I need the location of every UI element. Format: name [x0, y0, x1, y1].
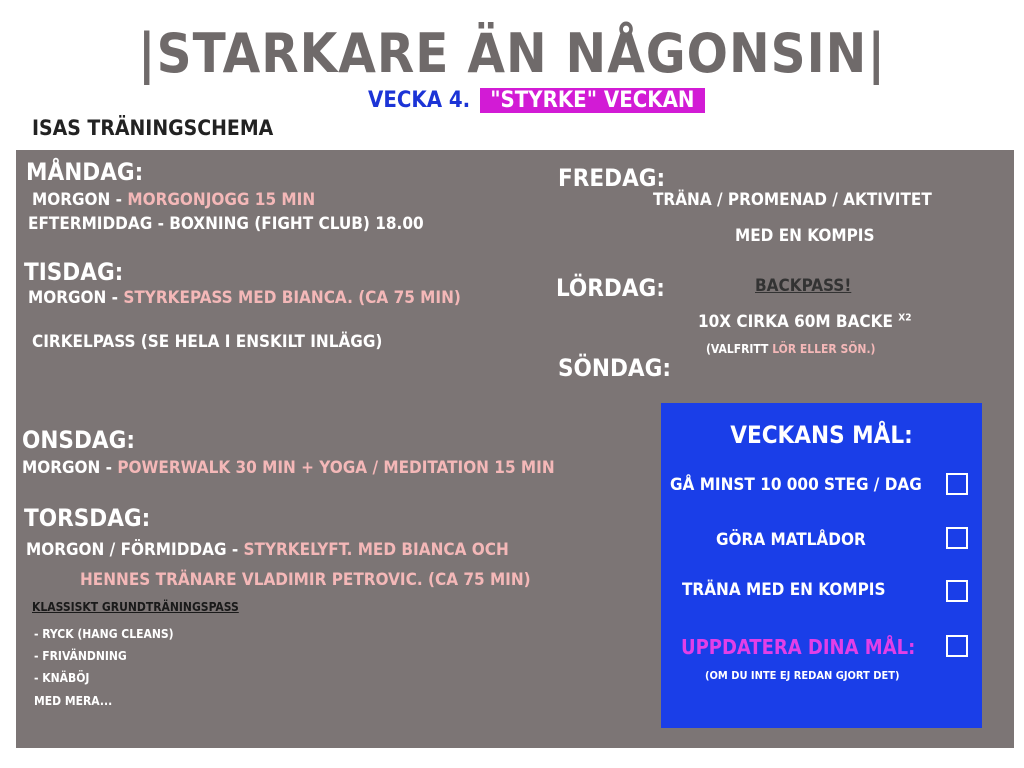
- wednesday-morning: [22, 458, 555, 478]
- saturday-heading: LÖRDAG:: [556, 274, 665, 302]
- thursday-exercise: - FRIVÄNDNING: [34, 649, 127, 663]
- thursday-exercise: - RYCK (HANG CLEANS): [34, 627, 174, 641]
- friday-line-2: MED EN KOMPIS: [735, 226, 875, 246]
- thursday-exercise: - KNÄBÖJ: [34, 671, 90, 685]
- week-theme-badge: "STYRKE" VECKAN: [480, 88, 704, 113]
- thursday-morning-activity-1: STYRKELYFT. MED BIANCA OCH: [243, 540, 509, 560]
- page-title: |STARKARE ÄN NÅGONSIN|: [137, 22, 887, 85]
- tuesday-heading: TISDAG:: [24, 258, 124, 286]
- thursday-morning-activity-2: HENNES TRÄNARE VLADIMIR PETROVIC. (CA 75 MIN): [80, 570, 531, 590]
- saturday-sets: X2: [898, 312, 912, 324]
- goal-checkbox[interactable]: [946, 635, 968, 657]
- saturday-note-highlight: LÖR ELLER SÖN.): [772, 342, 876, 356]
- saturday-line: [698, 312, 911, 332]
- saturday-line-text: 10X CIRKA 60M BACKE: [698, 312, 893, 332]
- tuesday-morning-prefix: MORGON -: [28, 288, 124, 308]
- goal-label-highlight: UPPDATERA DINA MÅL:: [681, 635, 916, 659]
- goal-label: GÅ MINST 10 000 STEG / DAG: [670, 475, 922, 495]
- sunday-heading: SÖNDAG:: [558, 354, 671, 382]
- wednesday-morning-prefix: MORGON -: [22, 458, 118, 478]
- goals-footnote: (OM DU INTE EJ REDAN GJORT DET): [705, 669, 900, 682]
- monday-morning: [32, 190, 315, 210]
- saturday-note-prefix: (VALFRITT: [706, 342, 773, 356]
- saturday-note: [706, 342, 876, 356]
- goal-label: GÖRA MATLÅDOR: [716, 530, 866, 550]
- friday-heading: FREDAG:: [558, 164, 666, 192]
- week-heading: [368, 88, 705, 113]
- tuesday-note: CIRKELPASS (SE HELA I ENSKILT INLÄGG): [32, 332, 383, 352]
- monday-heading: MÅNDAG:: [26, 158, 144, 186]
- thursday-program-title: KLASSISKT GRUNDTRÄNINGSPASS: [32, 600, 239, 614]
- goals-title: VECKANS MÅL:: [730, 421, 913, 449]
- thursday-morning-prefix: MORGON / FÖRMIDDAG -: [26, 540, 244, 560]
- weekly-goals-box: [661, 403, 982, 728]
- wednesday-morning-activity: POWERWALK 30 MIN + YOGA / MEDITATION 15 MIN: [117, 458, 555, 478]
- thursday-heading: TORSDAG:: [24, 504, 151, 532]
- tuesday-morning: [28, 288, 461, 308]
- saturday-title: BACKPASS!: [755, 276, 852, 296]
- wednesday-heading: ONSDAG:: [22, 426, 135, 454]
- goal-label: TRÄNA MED EN KOMPIS: [682, 580, 886, 600]
- schedule-owner: ISAS TRÄNINGSCHEMA: [32, 116, 274, 140]
- goal-checkbox[interactable]: [946, 527, 968, 549]
- goal-checkbox[interactable]: [946, 473, 968, 495]
- tuesday-morning-activity: STYRKEPASS MED BIANCA. (CA 75 MIN): [123, 288, 461, 308]
- monday-morning-activity: MORGONJOGG 15 MIN: [127, 190, 316, 210]
- goal-checkbox[interactable]: [946, 580, 968, 602]
- monday-morning-prefix: MORGON -: [32, 190, 128, 210]
- thursday-more: MED MERA...: [34, 694, 113, 708]
- friday-line-1: TRÄNA / PROMENAD / AKTIVITET: [653, 190, 932, 210]
- thursday-morning: [26, 540, 509, 560]
- monday-afternoon: EFTERMIDDAG - BOXNING (FIGHT CLUB) 18.00: [28, 214, 424, 234]
- week-label: VECKA 4.: [368, 88, 471, 113]
